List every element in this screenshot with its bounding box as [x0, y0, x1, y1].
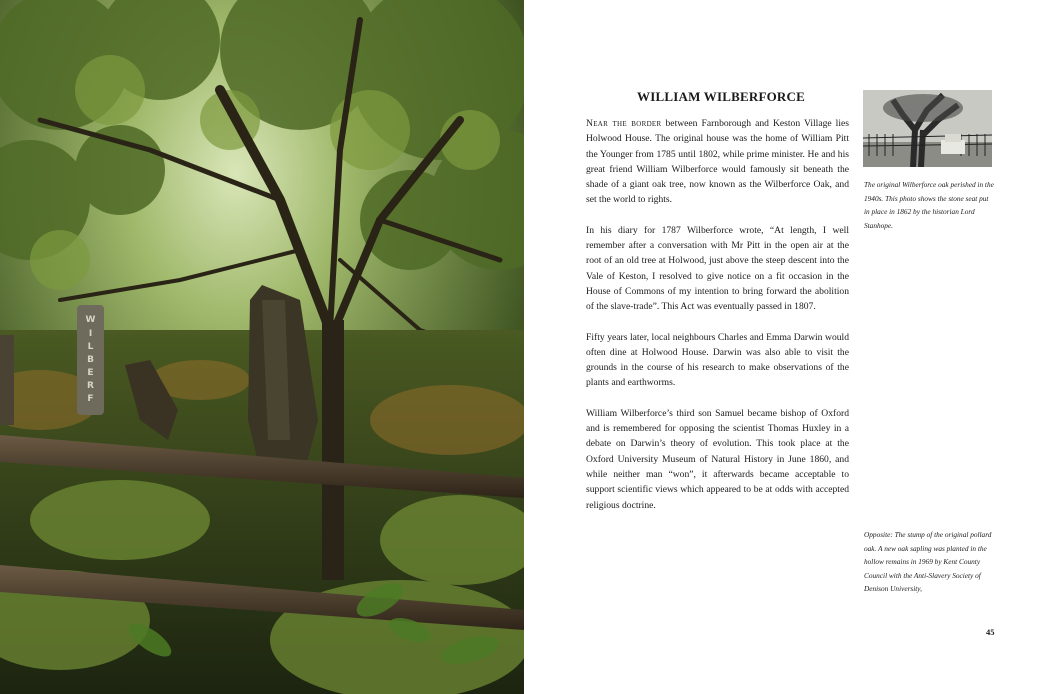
oak-stump-photo	[0, 0, 524, 694]
post-letter: L	[87, 342, 94, 352]
lead-in: Near the border	[586, 118, 662, 129]
text-page	[525, 0, 1049, 694]
page-number: 45	[986, 627, 995, 637]
paragraph: In his diary for 1787 Wilberforce wrote, “At length, I well remember after a conversation with Mr Pitt in the open air at the root of an old tree at Holwood, just above the steep descent into the Vale of Keston, I resolved to give notice on a fit occasion in the House of Commons of my intention to bring forward the abolition of the slave-trade”. This Act was eventually passed in 1807.	[586, 224, 849, 313]
article-body	[586, 116, 849, 528]
post-letter: B	[87, 355, 94, 365]
historic-oak-photo	[863, 90, 992, 167]
photo-caption: The original Wilberforce oak perished in the 1940s. This photo shows the stone seat put in place in 1862 by the historian Lord Stanhope.	[864, 180, 994, 230]
post-letter: W	[85, 315, 96, 325]
paragraph	[586, 116, 849, 208]
paragraph: William Wilberforce’s third son Samuel became bishop of Oxford and is remembered for opposing the scientist Thomas Huxley in a debate on Darwin’s theory of evolution. This took place at the Oxford University Museum of Natural History in June 1860, and while neither man “won”, it afterwards became acceptable to support scientific views which appeared to be at odds with accepted religious doctrine.	[586, 407, 849, 511]
post-letter: E	[87, 368, 94, 378]
page-title: WILLIAM WILBERFORCE	[637, 89, 805, 104]
paragraph-text: between Farnborough and Keston Village lies Holwood House. The original house was the home of William Pitt the Younger from 1785 until 1802, while prime minister. He and his great friend William Wilberforce would famously sit beneath the shade of a giant oak tree, now known as the Wilberforce Oak, and set the world to rights.	[586, 118, 849, 206]
paragraph: Fifty years later, local neighbours Charles and Emma Darwin would often dine at Holwood House. Darwin was also able to visit the grounds in the course of his research to make observations of the plants and earthworms.	[586, 331, 849, 389]
post-letter: I	[88, 329, 93, 339]
post-letter: F	[87, 394, 94, 404]
opposite-caption: Opposite: The stump of the original pollard oak. A new oak sapling was planted in the hollow remains in 1969 by Kent County Council with the Anti-Slavery Society of Denison University,	[864, 530, 992, 594]
post-letter: R	[87, 381, 94, 391]
